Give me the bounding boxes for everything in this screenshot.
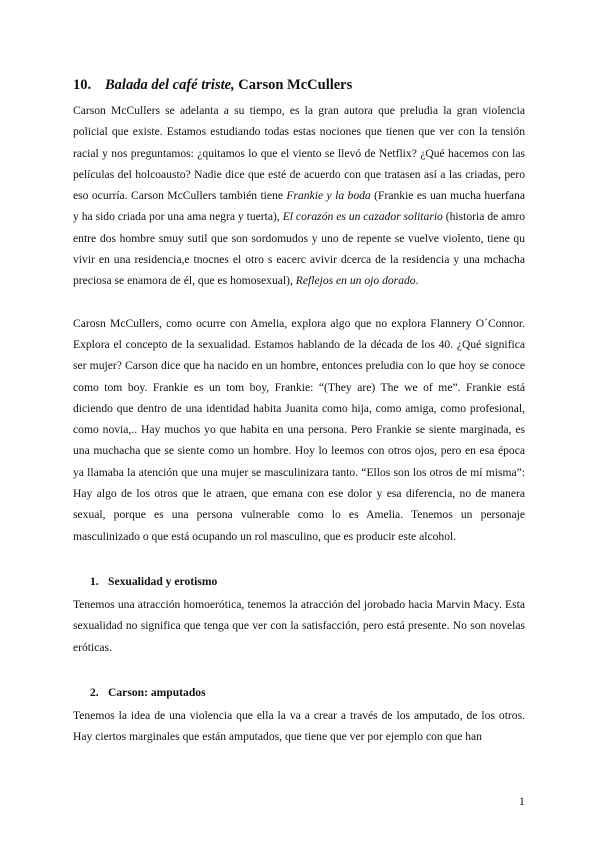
subsection-heading-2	[73, 684, 525, 702]
subsection-number: 2.	[90, 685, 99, 699]
paragraph-intro	[73, 100, 525, 292]
text-run: .	[415, 274, 419, 288]
text-run: (Frankie es uan mucha huerfana y ha sido criada por una ama negra y tuerta),	[73, 189, 525, 224]
subsection-number: 1.	[90, 574, 99, 588]
italic-title-reflejos: Reflejos en un ojo dorado	[295, 274, 416, 288]
text-run: Carson McCullers se adelanta a su tiempo, es la gran autora que preludia la gran violencia policial que existe. Estamos estudiando todas estas nociones que tienen que ver con la tensión racial y nos preguntamos: ¿quitamos lo que el viento se llevó de Netflix? ¿Qué hacemos con las películas del holcoausto? Nadie dice que esté de acuerdo con que tratasen así a las criadas, pero eso ocurría. Carson McCullers también tiene	[73, 104, 525, 203]
page-number: 1	[519, 795, 525, 808]
subsection-title: Carson: amputados	[108, 685, 206, 699]
italic-title-frankie: Frankie y la boda	[286, 189, 371, 203]
italic-title-corazon: El corazón es un cazador solitario	[282, 210, 443, 224]
subsection-heading-1	[73, 573, 525, 591]
subsection-title: Sexualidad y erotismo	[108, 574, 218, 588]
document-page	[73, 76, 525, 747]
paragraph-subsection-2: Tenemos la idea de una violencia que ella la va a crear a través de los amputado, de los otros. Hay ciertos marginales que están amputados, que tiene que ver por ejemplo con que han	[73, 708, 525, 744]
author-name: Carson McCullers	[234, 77, 353, 93]
paragraph-subsection-1: Tenemos una atracción homoerótica, tenemos la atracción del jorobado hacia Marvin Macy. Esta sexualidad no significa que tenga que ver con la satisfacción, pero está presente. No son novelas eróticas.	[73, 597, 525, 654]
paragraph-sexuality: Carosn McCullers, como ocurre con Amelia, explora algo que no explora Flannery O´Connor. Explora el concepto de la sexualidad. Estamos hablando de la década de los 40. ¿Qué significa ser mujer? Carson dice que ha nacido en un hombre, entonces preludia con lo que hoy se conoce como tom boy. Frankie es un tom boy, Frankie: “(They are) The we of me”. Frankie está diciendo que dentro de una identidad habita Juanita como hija, como amiga, como profesional, como novia,.. Hay muchos yo que habita en una persona. Pero Frankie se siente marginada, es una muchacha que se siente como un hombre. Hoy lo leemos con otros ojos, pero en esa época ya llamaba la atención que una mujer se masculinizara tanto. “Ellos son los otros de mí misma”: Hay algo de los otros que le atraen, que emana con ese dolor y esa diferencia, no de manera sexual, porque es una persona vulnerable como lo es Amelia. Tenemos un personaje masculinizado o que está ocupando un rol masculino, que es producir este alcohol.	[73, 316, 525, 543]
book-title: Balada del café triste,	[105, 77, 235, 93]
section-number: 10.	[73, 77, 92, 93]
section-heading	[73, 76, 525, 94]
text-run: (historia de amro entre dos hombre smuy sutil que son sordomudos y uno de repente se vuelve violento, tiene qu vivir en una residencia,e tnocnes el otro s eacerc avivir dcerca de la residencia y una mchacha preciosa se enamora de él, que es homosexual),	[73, 210, 525, 288]
